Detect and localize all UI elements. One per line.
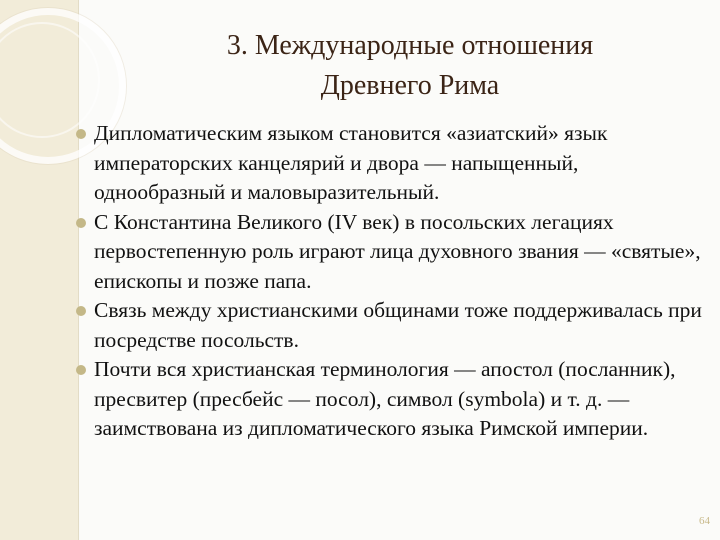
bullet-dot-icon [76, 306, 86, 316]
bullet-text: С Константина Великого (IV век) в посольских легациях первостепенную роль играют лица духовного звания — «святые», епископы и позже папа. [94, 209, 701, 293]
slide-title-line-1: 3. Международные отношения [226, 30, 594, 61]
bullet-text: Дипломатическим языком становится «азиатский» язык императорских канцелярий и двора — напыщенный, однообразный и маловыразительный. [94, 121, 608, 204]
page-number: 64 [699, 515, 710, 527]
bullet-dot-icon [76, 129, 86, 139]
bullet-text: Связь между христианскими общинами тоже поддерживалась при посредстве посольств. [94, 298, 702, 352]
bullet-text: Почти вся христианская терминология — апостол (посланник), пресвитер (пресбейс — посол), символ (symbola) и т. д. — заимствована из дипломатического языка Римской империи. [94, 357, 676, 440]
slide-title-line-2: Древнего Рима [320, 70, 500, 101]
bullet-dot-icon [76, 218, 86, 228]
slide-title [150, 26, 670, 106]
bullet-list [76, 119, 708, 444]
bullet-dot-icon [76, 365, 86, 375]
bullet-item [76, 355, 708, 444]
bullet-item [76, 296, 708, 355]
bullet-item [76, 208, 708, 297]
bullet-item [76, 119, 708, 208]
